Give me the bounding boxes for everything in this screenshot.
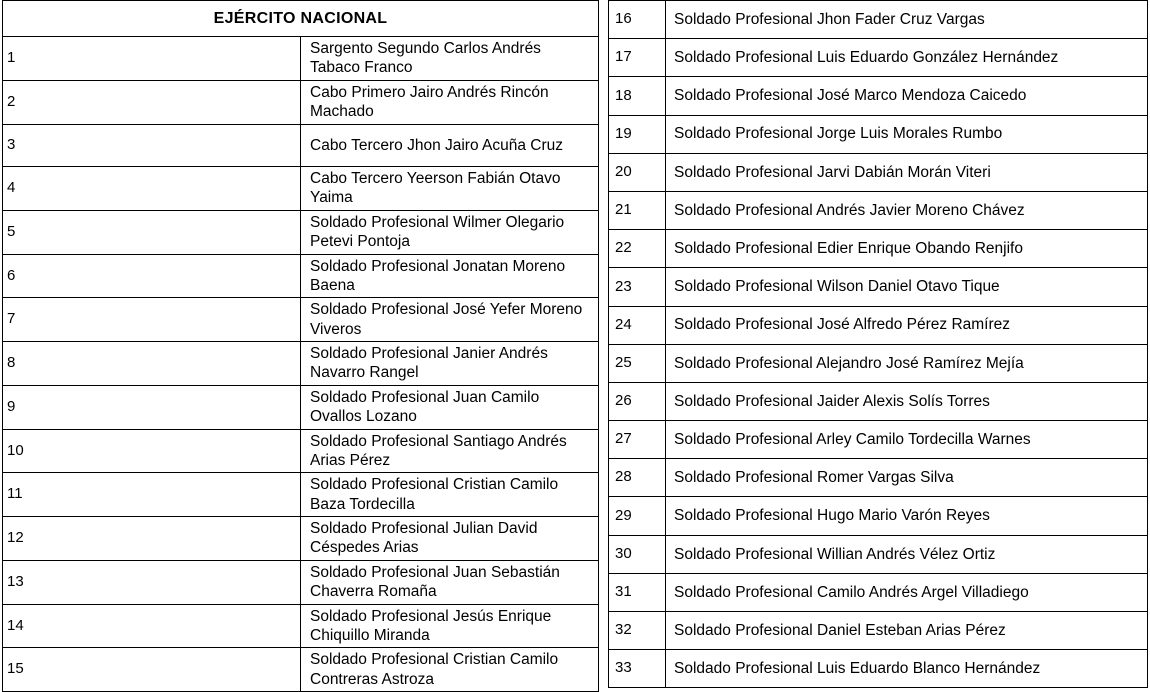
left-column (2, 0, 599, 692)
table-row (3, 124, 599, 167)
right-roster-body (609, 1, 1148, 688)
row-name: Cabo Primero Jairo Andrés Rincón Machado (301, 80, 599, 124)
row-number: 7 (3, 298, 301, 342)
row-number: 32 (609, 612, 666, 650)
table-row (609, 230, 1148, 268)
table-row (609, 459, 1148, 497)
row-name: Soldado Profesional Jesús Enrique Chiquillo Miranda (301, 604, 599, 648)
row-number: 28 (609, 459, 666, 497)
table-row (609, 612, 1148, 650)
row-name: Soldado Profesional José Marco Mendoza Caicedo (666, 77, 1148, 115)
row-name: Cabo Tercero Jhon Jairo Acuña Cruz (301, 124, 599, 167)
table-row (3, 473, 599, 517)
title-row (3, 1, 599, 37)
row-name: Soldado Profesional Daniel Esteban Arias Pérez (666, 612, 1148, 650)
table-row (3, 80, 599, 124)
row-number: 1 (3, 37, 301, 81)
row-number: 15 (3, 648, 301, 692)
row-name: Soldado Profesional Janier Andrés Navarro Rangel (301, 342, 599, 386)
row-name: Soldado Profesional Jorge Luis Morales Rumbo (666, 115, 1148, 153)
row-name: Soldado Profesional Romer Vargas Silva (666, 459, 1148, 497)
table-row (609, 115, 1148, 153)
page-title: EJÉRCITO NACIONAL (3, 1, 599, 37)
row-number: 24 (609, 306, 666, 344)
row-name: Soldado Profesional Andrés Javier Moreno Chávez (666, 191, 1148, 229)
row-name: Soldado Profesional Hugo Mario Varón Reyes (666, 497, 1148, 535)
table-row (3, 254, 599, 298)
left-roster-body (3, 1, 599, 692)
table-row (3, 342, 599, 386)
row-number: 27 (609, 421, 666, 459)
row-number: 8 (3, 342, 301, 386)
row-number: 10 (3, 429, 301, 473)
table-row (609, 153, 1148, 191)
table-row (609, 650, 1148, 688)
row-name: Soldado Profesional José Alfredo Pérez Ramírez (666, 306, 1148, 344)
row-number: 9 (3, 385, 301, 429)
row-number: 16 (609, 1, 666, 39)
row-number: 4 (3, 167, 301, 211)
row-name: Soldado Profesional Luis Eduardo González Hernández (666, 39, 1148, 77)
row-number: 6 (3, 254, 301, 298)
row-number: 14 (3, 604, 301, 648)
row-name: Soldado Profesional Wilmer Olegario Petevi Pontoja (301, 210, 599, 254)
row-name: Sargento Segundo Carlos Andrés Tabaco Franco (301, 37, 599, 81)
table-row (3, 517, 599, 561)
row-name: Soldado Profesional Juan Camilo Ovallos Lozano (301, 385, 599, 429)
row-number: 5 (3, 210, 301, 254)
row-number: 31 (609, 573, 666, 611)
row-number: 3 (3, 124, 301, 167)
table-row (609, 344, 1148, 382)
table-row (3, 37, 599, 81)
row-name: Soldado Profesional Edier Enrique Obando Renjifo (666, 230, 1148, 268)
table-row (609, 268, 1148, 306)
row-number: 17 (609, 39, 666, 77)
row-name: Soldado Profesional Willian Andrés Vélez Ortiz (666, 535, 1148, 573)
row-name: Cabo Tercero Yeerson Fabián Otavo Yaima (301, 167, 599, 211)
row-number: 19 (609, 115, 666, 153)
table-row (3, 560, 599, 604)
table-row (3, 298, 599, 342)
row-number: 25 (609, 344, 666, 382)
table-row (3, 385, 599, 429)
row-name: Soldado Profesional Luis Eduardo Blanco Hernández (666, 650, 1148, 688)
table-row (3, 167, 599, 211)
row-name: Soldado Profesional Cristian Camilo Baza Tordecilla (301, 473, 599, 517)
table-row (3, 648, 599, 692)
row-name: Soldado Profesional Cristian Camilo Contreras Astroza (301, 648, 599, 692)
table-row (609, 382, 1148, 420)
right-column (608, 0, 1148, 688)
row-number: 18 (609, 77, 666, 115)
table-row (609, 77, 1148, 115)
table-row (609, 306, 1148, 344)
left-roster-table (2, 0, 599, 692)
row-number: 2 (3, 80, 301, 124)
row-name: Soldado Profesional Jonatan Moreno Baena (301, 254, 599, 298)
row-name: Soldado Profesional Juan Sebastián Chaverra Romaña (301, 560, 599, 604)
row-name: Soldado Profesional José Yefer Moreno Viveros (301, 298, 599, 342)
table-row (3, 429, 599, 473)
row-number: 21 (609, 191, 666, 229)
row-name: Soldado Profesional Santiago Andrés Arias Pérez (301, 429, 599, 473)
row-number: 29 (609, 497, 666, 535)
row-number: 26 (609, 382, 666, 420)
row-number: 13 (3, 560, 301, 604)
table-row (609, 1, 1148, 39)
row-name: Soldado Profesional Alejandro José Ramírez Mejía (666, 344, 1148, 382)
row-name: Soldado Profesional Jarvi Dabián Morán Viteri (666, 153, 1148, 191)
table-row (609, 497, 1148, 535)
table-row (609, 573, 1148, 611)
table-row (609, 421, 1148, 459)
row-number: 30 (609, 535, 666, 573)
row-number: 20 (609, 153, 666, 191)
row-name: Soldado Profesional Julian David Céspedes Arias (301, 517, 599, 561)
table-row (609, 191, 1148, 229)
row-name: Soldado Profesional Camilo Andrés Argel Villadiego (666, 573, 1148, 611)
table-row (3, 210, 599, 254)
table-row (3, 604, 599, 648)
row-number: 23 (609, 268, 666, 306)
row-number: 12 (3, 517, 301, 561)
row-number: 11 (3, 473, 301, 517)
row-number: 33 (609, 650, 666, 688)
row-name: Soldado Profesional Jaider Alexis Solís Torres (666, 382, 1148, 420)
row-name: Soldado Profesional Wilson Daniel Otavo Tique (666, 268, 1148, 306)
table-row (609, 39, 1148, 77)
row-name: Soldado Profesional Arley Camilo Tordecilla Warnes (666, 421, 1148, 459)
row-name: Soldado Profesional Jhon Fader Cruz Vargas (666, 1, 1148, 39)
table-row (609, 535, 1148, 573)
row-number: 22 (609, 230, 666, 268)
right-roster-table (608, 0, 1148, 688)
